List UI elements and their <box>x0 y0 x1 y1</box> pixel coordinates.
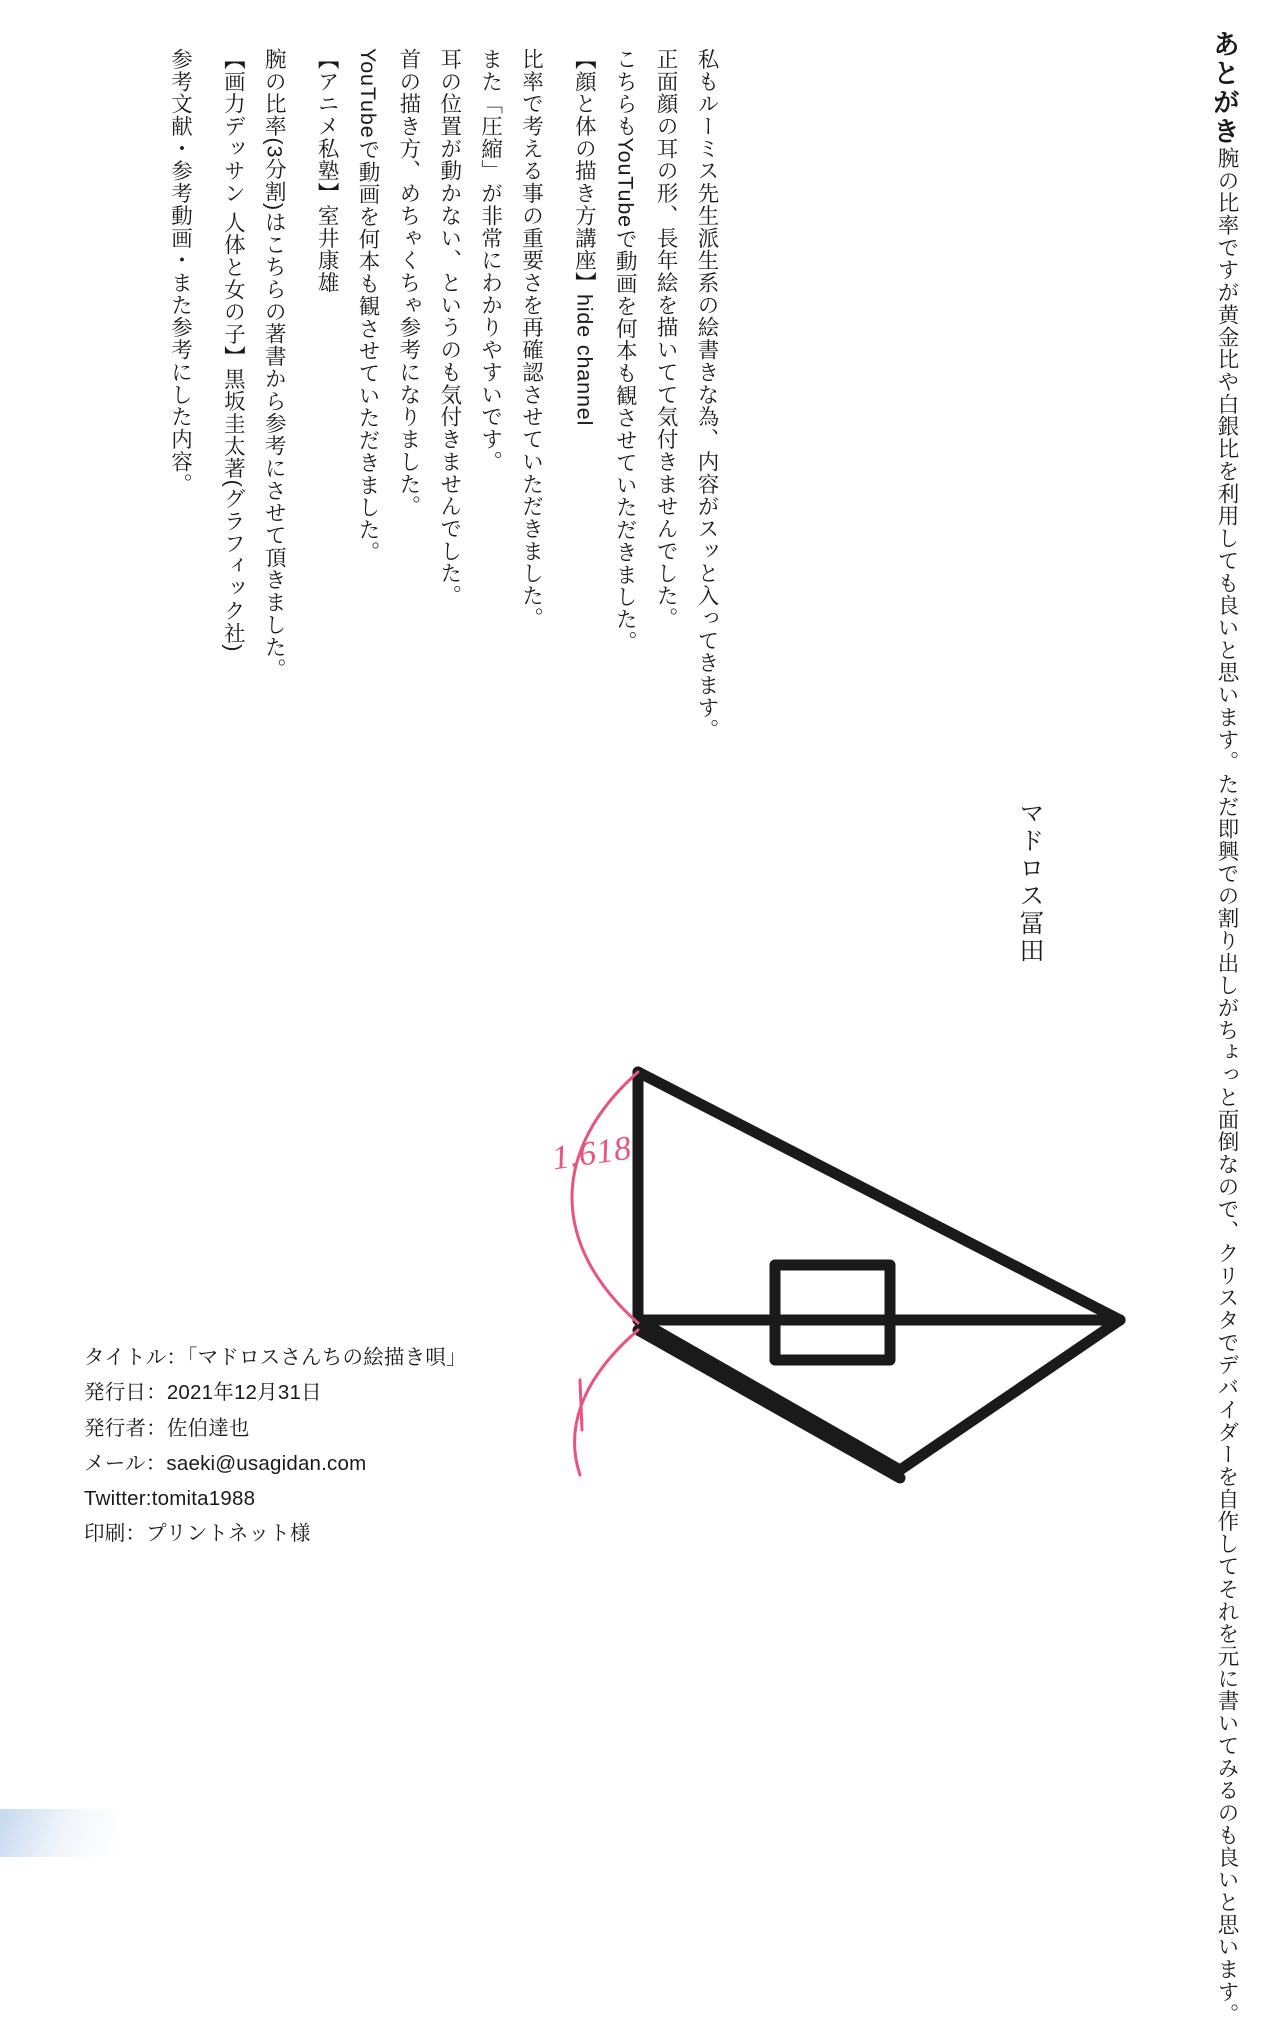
references-title: 参考文献・参考動画・また参考にした内容。 <box>168 48 193 496</box>
afterword-line: それを元に書いてみるのも良いと思います。 <box>1215 1577 1239 2025</box>
reference-line: また「圧縮」が非常にわかりやすいです。 <box>478 48 503 473</box>
reference-line: 首の描き方、めちゃくちゃ参考になりました。 <box>396 48 421 518</box>
reference-line: こちらもYouTubeで動画を何本も観させていただきました。 <box>613 48 638 653</box>
triangle-lines <box>638 1072 1120 1478</box>
page-corner-artifact <box>0 1809 120 1857</box>
reference-title: 【顔と体の描き方講座】hide channel <box>572 48 597 427</box>
author-signature: マドロス冨田 <box>1016 800 1044 965</box>
golden-ratio-figure <box>520 1030 1220 1550</box>
afterword-line: 腕の比率ですが黄金比や白銀比を利用しても良いと思います。 <box>1215 146 1239 773</box>
afterword-line: クリスタでデバイダーを自作して <box>1215 1242 1239 1578</box>
colophon-twitter: Twitter:tomita1988 <box>84 1487 256 1510</box>
colophon-block <box>84 1340 467 1552</box>
colophon-date: 発行日：2021年12月31日 <box>84 1381 322 1405</box>
colophon-email: メール：saeki@usagidan.com <box>84 1451 367 1475</box>
reference-line: 私もルーミス先生派生系の絵書きな為、内容がスッと入ってきます。 <box>695 48 719 742</box>
reference-line: YouTubeで動画を何本も観させていただきました。 <box>356 48 380 564</box>
afterword-heading: あとがき <box>1209 30 1239 147</box>
reference-line: 腕の比率(3分割)はこちらの著書から参考にさせて頂きました。 <box>262 48 287 681</box>
references-block <box>153 48 720 741</box>
ratio-label: 1.618 <box>549 1129 635 1178</box>
reference-title: 【アニメ私塾】室井康雄 <box>315 48 340 294</box>
colophon-title: タイトル：「マドロスさんちの絵描き唄」 <box>84 1346 467 1369</box>
reference-line: 耳の位置が動かない、というのも気付きませんでした。 <box>437 48 462 607</box>
figure-svg <box>520 1030 1220 1550</box>
colophon-printer: 印刷：プリントネット様 <box>84 1522 311 1546</box>
reference-line: 正面顔の耳の形、長年絵を描いてて気付きませんでした。 <box>654 48 679 630</box>
reference-line: 比率で考える事の重要さを再確認させていただきました。 <box>519 48 544 630</box>
colophon-publisher: 発行者：佐伯達也 <box>84 1416 250 1440</box>
afterword-line: ただ即興での割り出しがちょっと面倒なので、 <box>1215 772 1239 1243</box>
afterword-block <box>1187 30 1240 2025</box>
reference-title: 【画力デッサン 人体と女の子】黒坂圭太著(グラフィック社) <box>221 48 246 653</box>
